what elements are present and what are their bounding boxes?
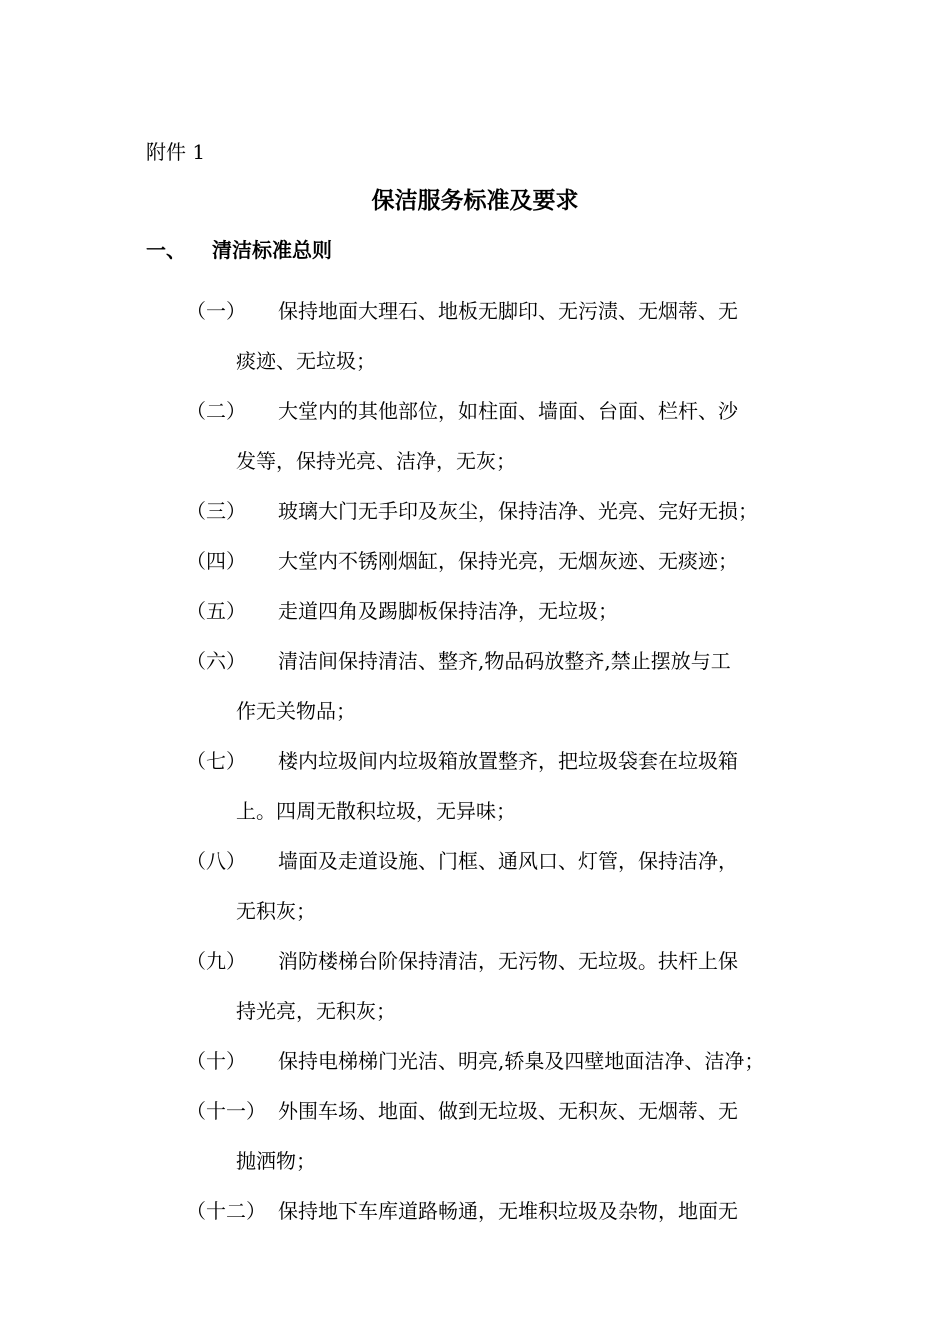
clause-first-line bbox=[186, 286, 806, 336]
clause-item bbox=[186, 486, 806, 536]
clause-continuation: 上。四周无散积垃圾，无异味； bbox=[236, 799, 516, 823]
clause-first-line bbox=[186, 386, 806, 436]
clause-number: （二） bbox=[186, 399, 246, 423]
clause-item bbox=[186, 1036, 806, 1086]
clause-continuation: 持光亮，无积灰； bbox=[236, 999, 396, 1023]
clause-first-line bbox=[186, 836, 806, 886]
clause-continuation: 发等，保持光亮、洁净，无灰； bbox=[236, 449, 516, 473]
clause-text: 楼内垃圾间内垃圾箱放置整齐，把垃圾袋套在垃圾箱 bbox=[278, 749, 738, 773]
clause-text: 玻璃大门无手印及灰尘，保持洁净、光亮、完好无损； bbox=[278, 499, 758, 523]
clause-continuation: 痰迹、无垃圾； bbox=[236, 349, 376, 373]
clause-item bbox=[186, 536, 806, 586]
clause-first-line bbox=[186, 586, 806, 636]
clause-text: 大堂内不锈刚烟缸，保持光亮，无烟灰迹、无痰迹； bbox=[278, 549, 738, 573]
clause-first-line bbox=[186, 1186, 806, 1236]
clause-number: （十） bbox=[186, 1049, 246, 1073]
clause-number: （九） bbox=[186, 949, 246, 973]
clause-text: 走道四角及踢脚板保持洁净，无垃圾； bbox=[278, 599, 618, 623]
clause-number: （一） bbox=[186, 299, 246, 323]
clause-text: 大堂内的其他部位，如柱面、墙面、台面、栏杆、沙 bbox=[278, 399, 738, 423]
clause-first-line bbox=[186, 1036, 806, 1086]
clause-item bbox=[186, 1186, 806, 1236]
document-title: 保洁服务标准及要求 bbox=[371, 187, 579, 214]
clause-continuation: 作无关物品； bbox=[236, 699, 356, 723]
clause-text: 外围车场、地面、做到无垃圾、无积灰、无烟蒂、无 bbox=[278, 1099, 738, 1123]
clause-number: （六） bbox=[186, 649, 246, 673]
clause-first-line bbox=[186, 736, 806, 786]
clause-item bbox=[186, 586, 806, 636]
clause-number: （十一） bbox=[186, 1099, 266, 1123]
clause-number: （三） bbox=[186, 499, 246, 523]
clause-text: 消防楼梯台阶保持清洁，无污物、无垃圾。扶杆上保 bbox=[278, 949, 738, 973]
clause-number: （八） bbox=[186, 849, 246, 873]
clause-number: （四） bbox=[186, 549, 246, 573]
clause-continuation: 无积灰； bbox=[236, 899, 316, 923]
clause-first-line bbox=[186, 1086, 806, 1136]
clause-item bbox=[186, 636, 806, 736]
clause-list bbox=[186, 286, 806, 1236]
clause-item bbox=[186, 286, 806, 386]
clause-first-line bbox=[186, 486, 806, 536]
clause-number: （五） bbox=[186, 599, 246, 623]
clause-text: 保持地下车库道路畅通，无堆积垃圾及杂物，地面无 bbox=[278, 1199, 738, 1223]
clause-text: 保持地面大理石、地板无脚印、无污渍、无烟蒂、无 bbox=[278, 299, 738, 323]
clause-number: （七） bbox=[186, 749, 246, 773]
clause-text: 墙面及走道设施、门框、通风口、灯管，保持洁净， bbox=[278, 849, 738, 873]
clause-item bbox=[186, 936, 806, 1036]
clause-number: （十二） bbox=[186, 1199, 266, 1223]
clause-item bbox=[186, 736, 806, 836]
clause-text: 保持电梯梯门光洁、明亮,轿臬及四壁地面洁净、洁净； bbox=[278, 1049, 765, 1073]
clause-text: 清洁间保持清洁、整齐,物品码放整齐,禁止摆放与工 bbox=[278, 649, 731, 673]
clause-continuation: 抛洒物； bbox=[236, 1149, 316, 1173]
clause-first-line bbox=[186, 536, 806, 586]
attachment-label: 附件 1 bbox=[146, 140, 206, 164]
section-heading bbox=[146, 236, 332, 264]
section-title: 清洁标准总则 bbox=[212, 238, 332, 262]
clause-first-line bbox=[186, 936, 806, 986]
clause-item bbox=[186, 836, 806, 936]
clause-first-line bbox=[186, 636, 806, 686]
clause-item bbox=[186, 1086, 806, 1186]
clause-item bbox=[186, 386, 806, 486]
section-number: 一、 bbox=[146, 238, 186, 262]
